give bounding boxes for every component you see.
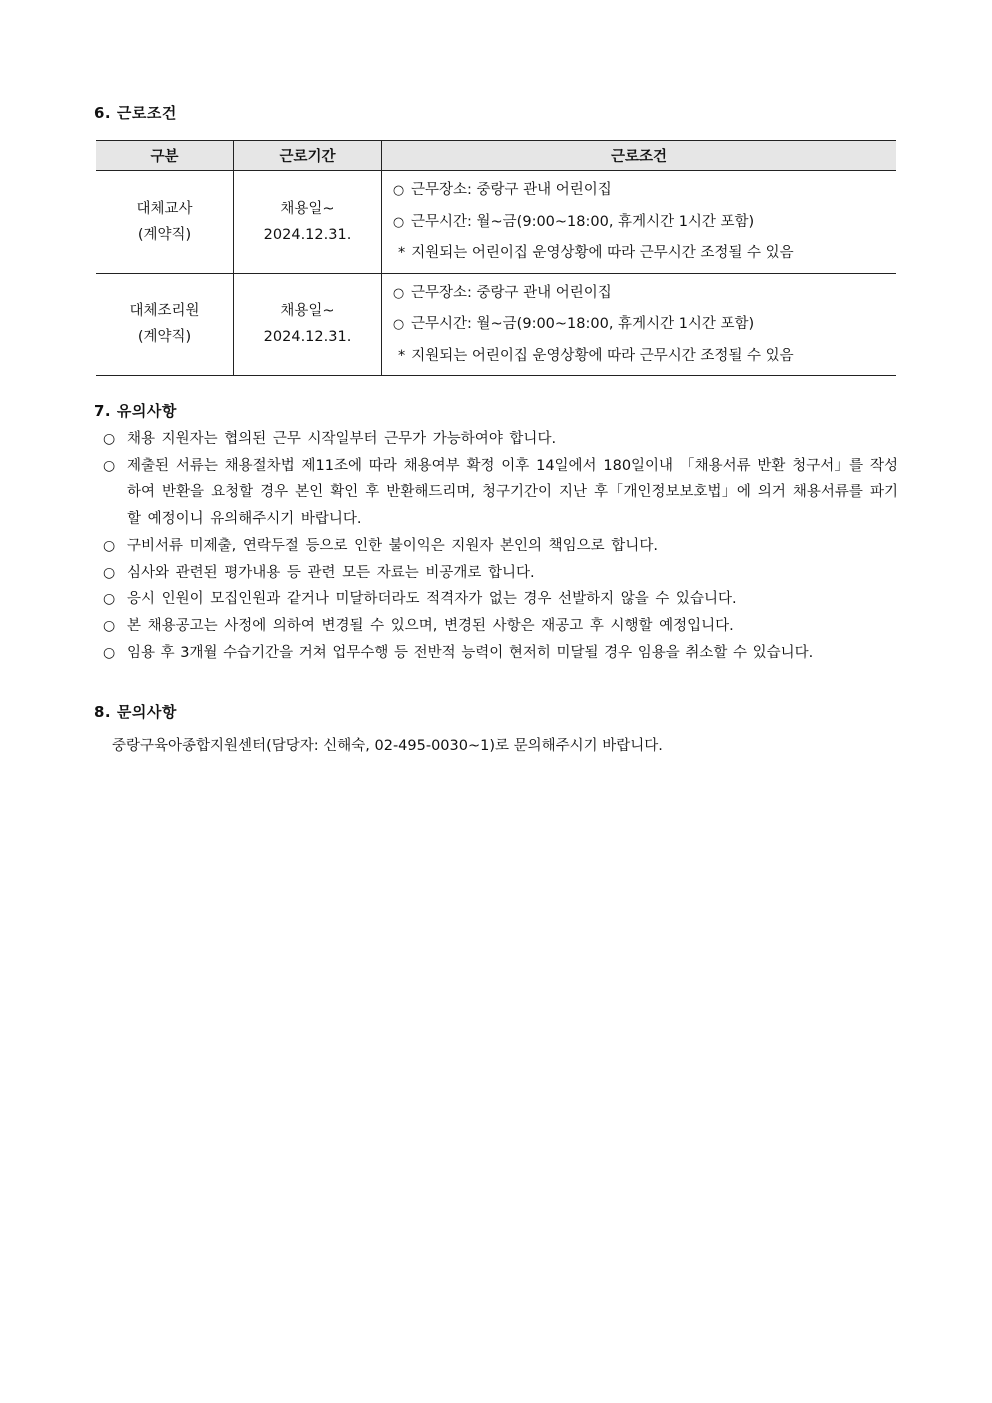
condition-text: 근무장소: 중랑구 관내 어린이집 bbox=[411, 284, 612, 301]
list-item bbox=[103, 613, 898, 640]
cell-type bbox=[96, 273, 234, 376]
circle-bullet-icon: ○ bbox=[103, 431, 116, 447]
cell-period bbox=[234, 171, 382, 274]
cell-conditions bbox=[382, 171, 897, 274]
circle-bullet-icon: ○ bbox=[392, 183, 405, 198]
section-7-title: 7. 유의사항 bbox=[94, 402, 177, 420]
list-item bbox=[103, 533, 898, 560]
condition-hours bbox=[392, 207, 896, 239]
notice-text: 심사와 관련된 평가내용 등 관련 모든 자료는 비공개로 합니다. bbox=[127, 564, 535, 581]
list-item bbox=[103, 560, 898, 587]
notice-text: 본 채용공고는 사정에 의하여 변경될 수 있으며, 변경된 사항은 재공고 후 시행할 예정입니다. bbox=[127, 617, 734, 634]
note-text: 지원되는 어린이집 운영상황에 따라 근무시간 조정될 수 있음 bbox=[411, 245, 794, 261]
condition-hours bbox=[392, 309, 896, 341]
list-item bbox=[103, 453, 898, 533]
table-row bbox=[96, 273, 896, 376]
asterisk-icon: * bbox=[398, 347, 406, 364]
section-8-title: 8. 문의사항 bbox=[94, 703, 177, 721]
circle-bullet-icon: ○ bbox=[103, 617, 116, 634]
condition-text: 근무시간: 월~금(9:00~18:00, 휴게시간 1시간 포함) bbox=[411, 316, 755, 332]
notice-text: 제출된 서류는 채용절차법 제11조에 따라 채용여부 확정 이후 14일에서 180일이내 「채용서류 반환 청구서」를 작성하여 반환을 요청할 경우 본인 확인 후 반환해드리며, 청구기간이 지난 후「개인정보보호법」에 의거 채용서류를 파기 할 예정이니 유의해주시기 바랍니다. bbox=[127, 457, 898, 528]
period-start: 채용일~ bbox=[280, 200, 335, 217]
circle-bullet-icon: ○ bbox=[392, 317, 405, 332]
header-conditions: 근로조건 bbox=[382, 141, 897, 171]
list-item bbox=[103, 640, 898, 667]
asterisk-icon: * bbox=[398, 245, 406, 261]
notice-text: 응시 인원이 모집인원과 같거나 미달하더라도 적격자가 없는 경우 선발하지 않을 수 있습니다. bbox=[127, 591, 737, 608]
condition-text: 근무장소: 중랑구 관내 어린이집 bbox=[411, 182, 612, 198]
type-name: 대체조리원 bbox=[129, 303, 200, 320]
circle-bullet-icon: ○ bbox=[103, 644, 116, 661]
list-item bbox=[103, 586, 898, 613]
circle-bullet-icon: ○ bbox=[103, 457, 116, 474]
notice-text: 구비서류 미제출, 연락두절 등으로 인한 불이익은 지원자 본인의 책임으로 합니다. bbox=[127, 537, 658, 554]
cell-conditions bbox=[382, 273, 897, 376]
condition-location bbox=[392, 278, 896, 310]
circle-bullet-icon: ○ bbox=[103, 537, 116, 554]
type-contract: (계약직) bbox=[137, 226, 192, 243]
working-conditions-table bbox=[96, 140, 896, 376]
notice-text: 채용 지원자는 협의된 근무 시작일부터 근무가 가능하여야 합니다. bbox=[127, 431, 557, 447]
table-header-row bbox=[96, 141, 896, 171]
cell-type bbox=[96, 171, 234, 274]
circle-bullet-icon: ○ bbox=[103, 591, 116, 608]
condition-note bbox=[392, 238, 896, 269]
condition-note bbox=[392, 341, 896, 372]
section-6-title: 6. 근로조건 bbox=[94, 104, 177, 122]
note-text: 지원되는 어린이집 운영상황에 따라 근무시간 조정될 수 있음 bbox=[411, 347, 794, 364]
period-end: 2024.12.31. bbox=[263, 329, 352, 346]
condition-location bbox=[392, 175, 896, 207]
contact-info: 중랑구육아종합지원센터(담당자: 신해숙, 02-495-0030~1)로 문의해주시기 바랍니다. bbox=[112, 738, 663, 754]
type-contract: (계약직) bbox=[137, 329, 192, 346]
list-item bbox=[103, 426, 898, 453]
period-start: 채용일~ bbox=[280, 303, 335, 320]
table-row bbox=[96, 171, 896, 274]
type-name: 대체교사 bbox=[136, 200, 193, 217]
notice-list bbox=[103, 426, 898, 666]
cell-period bbox=[234, 273, 382, 376]
condition-text: 근무시간: 월~금(9:00~18:00, 휴게시간 1시간 포함) bbox=[411, 213, 755, 230]
header-period: 근로기간 bbox=[234, 141, 382, 171]
circle-bullet-icon: ○ bbox=[103, 564, 116, 581]
notice-text: 임용 후 3개월 수습기간을 거쳐 업무수행 등 전반적 능력이 현저히 미달될 경우 임용을 취소할 수 있습니다. bbox=[127, 644, 814, 661]
circle-bullet-icon: ○ bbox=[392, 285, 405, 301]
circle-bullet-icon: ○ bbox=[392, 214, 405, 230]
header-type: 구분 bbox=[96, 141, 234, 171]
period-end: 2024.12.31. bbox=[263, 226, 352, 243]
